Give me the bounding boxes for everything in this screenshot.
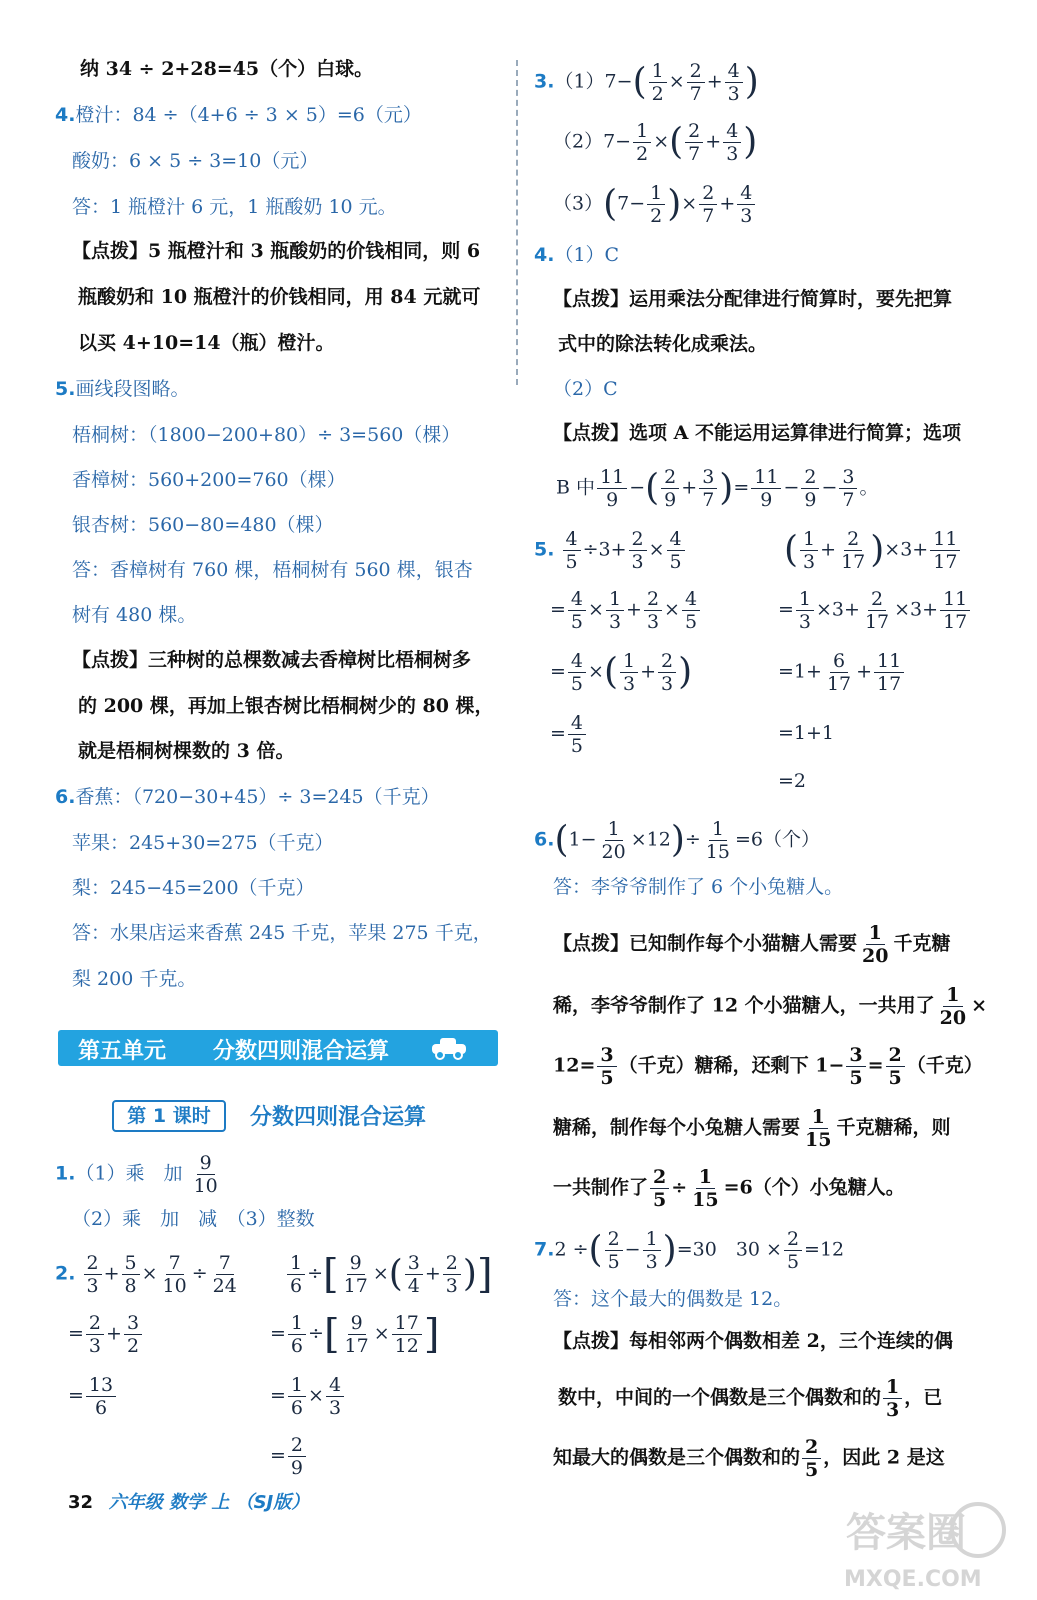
- line-balls: 纳 34 ÷ 2+28=45（个）白球。: [80, 58, 374, 80]
- r6-tip-1: 【点拨】已知制作每个小猫糖人需要 $\frac{1}{20}$ 千克糖: [553, 922, 951, 967]
- q5-tip-2: 的 200 棵，再加上银杏树比梧桐树少的 80 棵，: [78, 695, 494, 717]
- r5-right-5: =2: [778, 770, 807, 792]
- r5-left-4: = $\frac{4}{5}$: [550, 712, 588, 757]
- lesson-label: 第 1 课时: [112, 1100, 226, 1132]
- q5-line-c: 香樟树：560+200=760（棵）: [72, 469, 346, 491]
- s2-expr-1: 2. $\frac{2}{3}$ + $\frac{5}{8}$ × $\frac{7}{10}$ ÷ $\frac{7}{24}$: [55, 1252, 237, 1297]
- svg-text:MXQE.COM: MXQE.COM: [844, 1567, 982, 1592]
- q4-answer: 答：1 瓶橙汁 6 元，1 瓶酸奶 10 元。: [72, 196, 397, 218]
- column-divider: [516, 60, 518, 385]
- q4-line-a: 4.橙汁：84 ÷（4+6 ÷ 3 × 5）=6（元）: [55, 104, 422, 126]
- s2-expr-2: $\frac{1}{6}$ ÷[ $\frac{9}{17}$ ×( $\frac{3}{4}$ + $\frac{2}{3}$ )]: [285, 1252, 493, 1297]
- r5-left-3: = $\frac{4}{5}$ ×( $\frac{1}{3}$ + $\frac{2}{3}$ ): [550, 650, 693, 695]
- r7-tip-2: 数中，中间的一个偶数是三个偶数和的 $\frac{1}{3}$ ，已: [558, 1376, 943, 1421]
- s2-expr-2-step3: = $\frac{2}{9}$: [270, 1434, 308, 1479]
- watermark-icon: [838, 1488, 1008, 1593]
- q6-line-a: 6.香蕉：（720−30+45）÷ 3=245（千克）: [55, 786, 440, 808]
- q4-tip-1: 【点拨】5 瓶橙汁和 3 瓶酸奶的价钱相同，则 6: [72, 240, 481, 262]
- r4-line-a: 4.（1）C: [534, 244, 620, 266]
- s2-expr-1-step2: = $\frac{13}{6}$: [68, 1374, 118, 1419]
- r5-right-4: =1+1: [778, 722, 835, 744]
- r3-line-1: 3.（1）7−( $\frac{1}{2}$ × $\frac{2}{7}$ + $\frac{4}{3}$ ): [534, 60, 759, 105]
- s2-expr-1-step1: = $\frac{2}{3}$ + $\frac{3}{2}$: [68, 1312, 144, 1357]
- r7-expression: 7.2 ÷( $\frac{2}{5}$ − $\frac{1}{3}$ )=30 30 × $\frac{2}{5}$ =12: [534, 1228, 845, 1273]
- svg-text:答案圈: 答案圈: [846, 1510, 966, 1556]
- q6-answer-1: 答：水果店运来香蕉 245 千克，苹果 275 千克，: [72, 922, 492, 944]
- r3-line-3: （3）(7− $\frac{1}{2}$ )× $\frac{2}{7}$ + $\frac{4}{3}$: [553, 182, 757, 227]
- r7-answer: 答：这个最大的偶数是 12。: [553, 1288, 793, 1310]
- lesson-title: 分数四则混合运算: [250, 1105, 427, 1130]
- q4-tip-3: 以买 4+10=14（瓶）橙汁。: [78, 332, 335, 354]
- r6-tip-4: 糖稀，制作每个小兔糖人需要 $\frac{1}{15}$ 千克糖稀，则: [553, 1106, 951, 1151]
- r7-tip-3: 知最大的偶数是三个偶数和的 $\frac{2}{5}$ ，因此 2 是这: [553, 1436, 945, 1481]
- page-number: 32: [68, 1492, 94, 1513]
- r6-answer: 答：李爷爷制作了 6 个小兔糖人。: [553, 876, 844, 898]
- s1-line-b: （2）乘 加 减 （3）整数: [72, 1208, 315, 1230]
- q5-tip-3: 就是梧桐树棵数的 3 倍。: [78, 740, 295, 762]
- s2-expr-2-step2: = $\frac{1}{6}$ × $\frac{4}{3}$: [270, 1374, 346, 1419]
- r4-tip-2: 式中的除法转化成乘法。: [558, 333, 768, 355]
- unit-title: 分数四则混合运算: [213, 1039, 390, 1064]
- r5-left-2: = $\frac{4}{5}$ × $\frac{1}{3}$ + $\frac{2}{3}$ × $\frac{4}{5}$: [550, 588, 702, 633]
- r4-line-b: （2）C: [553, 378, 618, 400]
- watermark-logo: [838, 1488, 1008, 1593]
- q4-line-b: 酸奶：6 × 5 ÷ 3=10（元）: [72, 150, 319, 172]
- r5-left-1: 5. $\frac{4}{5}$ ÷3+ $\frac{2}{3}$ × $\frac{4}{5}$: [534, 528, 687, 573]
- r6-tip-5: 一共制作了 $\frac{2}{5}$ ÷ $\frac{1}{15}$ =6（个）小兔糖人。: [553, 1166, 905, 1211]
- q5-line-d: 银杏树：560−80=480（棵）: [72, 514, 334, 536]
- q5-tip-1: 【点拨】三种树的总棵数减去香樟树比梧桐树多: [72, 649, 472, 671]
- q6-line-b: 苹果：245+30=275（千克）: [72, 832, 334, 854]
- q5-answer-1: 答：香樟树有 760 棵，梧桐树有 560 棵，银杏: [72, 559, 473, 581]
- r6-tip-3: 12= $\frac{3}{5}$ （千克）糖稀，还剩下 1− $\frac{3}{5}$ = $\frac{2}{5}$ （千克）: [553, 1044, 983, 1089]
- s1-line-a: 1.（1）乘 加 $\frac{9}{10}$: [55, 1152, 223, 1197]
- q5-answer-2: 树有 480 棵。: [72, 604, 197, 626]
- r4-option-b: B 中 $\frac{11}{9}$ −( $\frac{2}{9}$ + $\frac{3}{7}$ )= $\frac{11}{9}$ − $\frac{2}{9}$ − $\frac{3}{7}$ 。: [556, 466, 879, 511]
- page-footer: [68, 1488, 309, 1514]
- q4-tip-2: 瓶酸奶和 10 瓶橙汁的价钱相同，用 84 元就可: [78, 286, 481, 308]
- unit-number: 第五单元: [78, 1039, 167, 1064]
- book-title: 六年级 数学 上 （SJ版）: [108, 1492, 310, 1513]
- r6-expression: 6.(1− $\frac{1}{20}$ ×12)÷ $\frac{1}{15}$ =6（个）: [534, 818, 820, 863]
- r4-tip-3: 【点拨】选项 A 不能运用运算律进行简算；选项: [553, 422, 961, 444]
- q5-line-a: 5.画线段图略。: [55, 378, 190, 400]
- r3-line-2: （2）7− $\frac{1}{2}$ ×( $\frac{2}{7}$ + $\frac{4}{3}$ ): [553, 120, 758, 165]
- r4-tip-1: 【点拨】运用乘法分配律进行简算时，要先把算: [553, 288, 953, 310]
- r6-tip-2: 稀，李爷爷制作了 12 个小猫糖人，一共用了 $\frac{1}{20}$ ×: [553, 984, 988, 1029]
- s2-expr-2-step1: = $\frac{1}{6}$ ÷[ $\frac{9}{17}$ × $\frac{17}{12}$ ]: [270, 1311, 440, 1358]
- q5-line-b: 梧桐树：（1800−200+80）÷ 3=560（棵）: [72, 424, 461, 446]
- r5-right-2: = $\frac{1}{3}$ ×3+ $\frac{2}{17}$ ×3+ $\frac{11}{17}$: [778, 588, 972, 633]
- r5-right-3: =1+ $\frac{6}{17}$ + $\frac{11}{17}$: [778, 650, 906, 695]
- unit-banner: [58, 1030, 498, 1066]
- car-icon: [430, 1036, 470, 1060]
- r7-tip-1: 【点拨】每相邻两个偶数相差 2，三个连续的偶: [553, 1330, 953, 1352]
- r5-right-1: ( $\frac{1}{3}$ + $\frac{2}{17}$ )×3+ $\frac{11}{17}$: [784, 528, 962, 573]
- q6-answer-2: 梨 200 千克。: [72, 968, 197, 990]
- q6-line-c: 梨：245−45=200（千克）: [72, 877, 315, 899]
- fraction: $\frac{9}{10}$: [193, 1152, 218, 1197]
